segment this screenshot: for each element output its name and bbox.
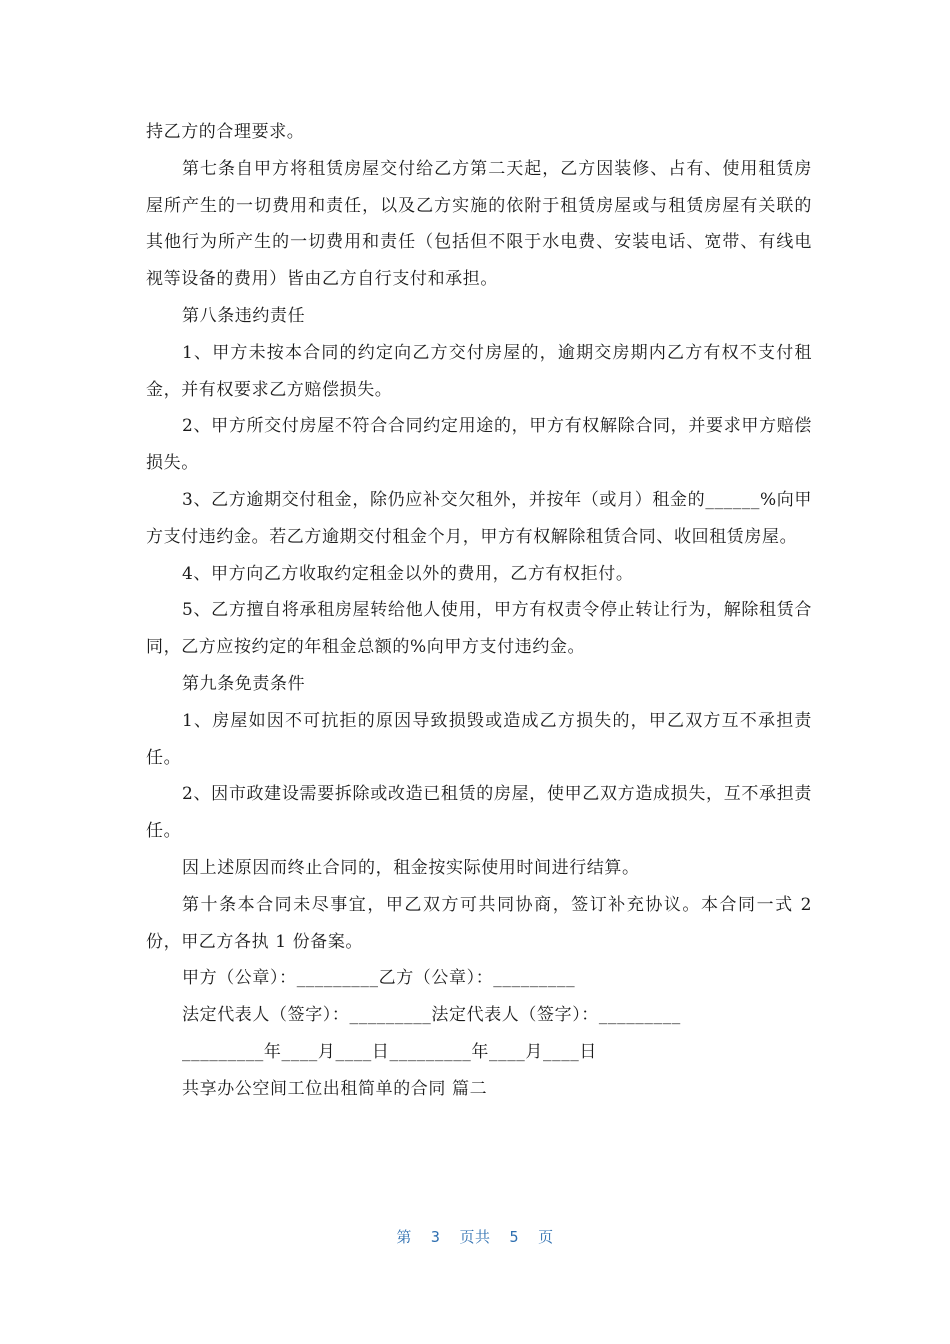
- paragraph: 2、甲方所交付房屋不符合合同约定用途的，甲方有权解除合同，并要求甲方赔偿损失。: [146, 416, 812, 474]
- page-footer: 第 3 页共 5 页: [396, 1228, 554, 1246]
- paragraph: 第七条自甲方将租赁房屋交付给乙方第二天起，乙方因装修、占有、使用租赁房屋所产生的一切费用和责任，以及乙方实施的依附于租赁房屋或与租赁房屋有关联的其他行为所产生的一切费用和责任（包括但不限于水电费、安装电话、宽带、有线电视等设备的费用）皆由乙方自行支付和承担。: [146, 158, 812, 290]
- document-body: [146, 114, 819, 1108]
- paragraph: 第十条本合同未尽事宜，甲乙双方可共同协商，签订补充协议。本合同一式 2 份，甲乙方各执 1 份备案。: [146, 894, 819, 952]
- paragraph: 5、乙方擅自将承租房屋转给他人使用，甲方有权责令停止转让行为，解除租赁合同，乙方应按约定的年租金总额的%向甲方支付违约金。: [146, 600, 812, 658]
- paragraph: _________年____月____日_________年____月____日: [182, 1041, 597, 1062]
- paragraph: 第九条免责条件: [182, 673, 306, 694]
- paragraph: 1、房屋如因不可抗拒的原因导致损毁或造成乙方损失的，甲乙双方互不承担责任。: [146, 710, 812, 768]
- paragraph: 因上述原因而终止合同的，租金按实际使用时间进行结算。: [182, 857, 640, 878]
- paragraph: 3、乙方逾期交付租金，除仍应补交欠租外，并按年（或月）租金的______%向甲方支付违约金。若乙方逾期交付租金个月，甲方有权解除租赁合同、收回租赁房屋。: [146, 489, 812, 547]
- paragraph: 第八条违约责任: [182, 305, 306, 326]
- paragraph: 1、甲方未按本合同的约定向乙方交付房屋的，逾期交房期内乙方有权不支付租金，并有权要求乙方赔偿损失。: [146, 342, 812, 400]
- paragraph: 甲方（公章）：_________乙方（公章）：_________: [182, 968, 576, 989]
- paragraph: 共享办公空间工位出租简单的合同 篇二: [182, 1078, 488, 1099]
- paragraph: 持乙方的合理要求。: [146, 122, 305, 142]
- paragraph: 2、因市政建设需要拆除或改造已租赁的房屋，使甲乙双方造成损失，互不承担责任。: [146, 784, 812, 842]
- paragraph: 法定代表人（签字）：_________法定代表人（签字）：_________: [182, 1005, 681, 1026]
- paragraph: 4、甲方向乙方收取约定租金以外的费用，乙方有权拒付。: [182, 563, 634, 584]
